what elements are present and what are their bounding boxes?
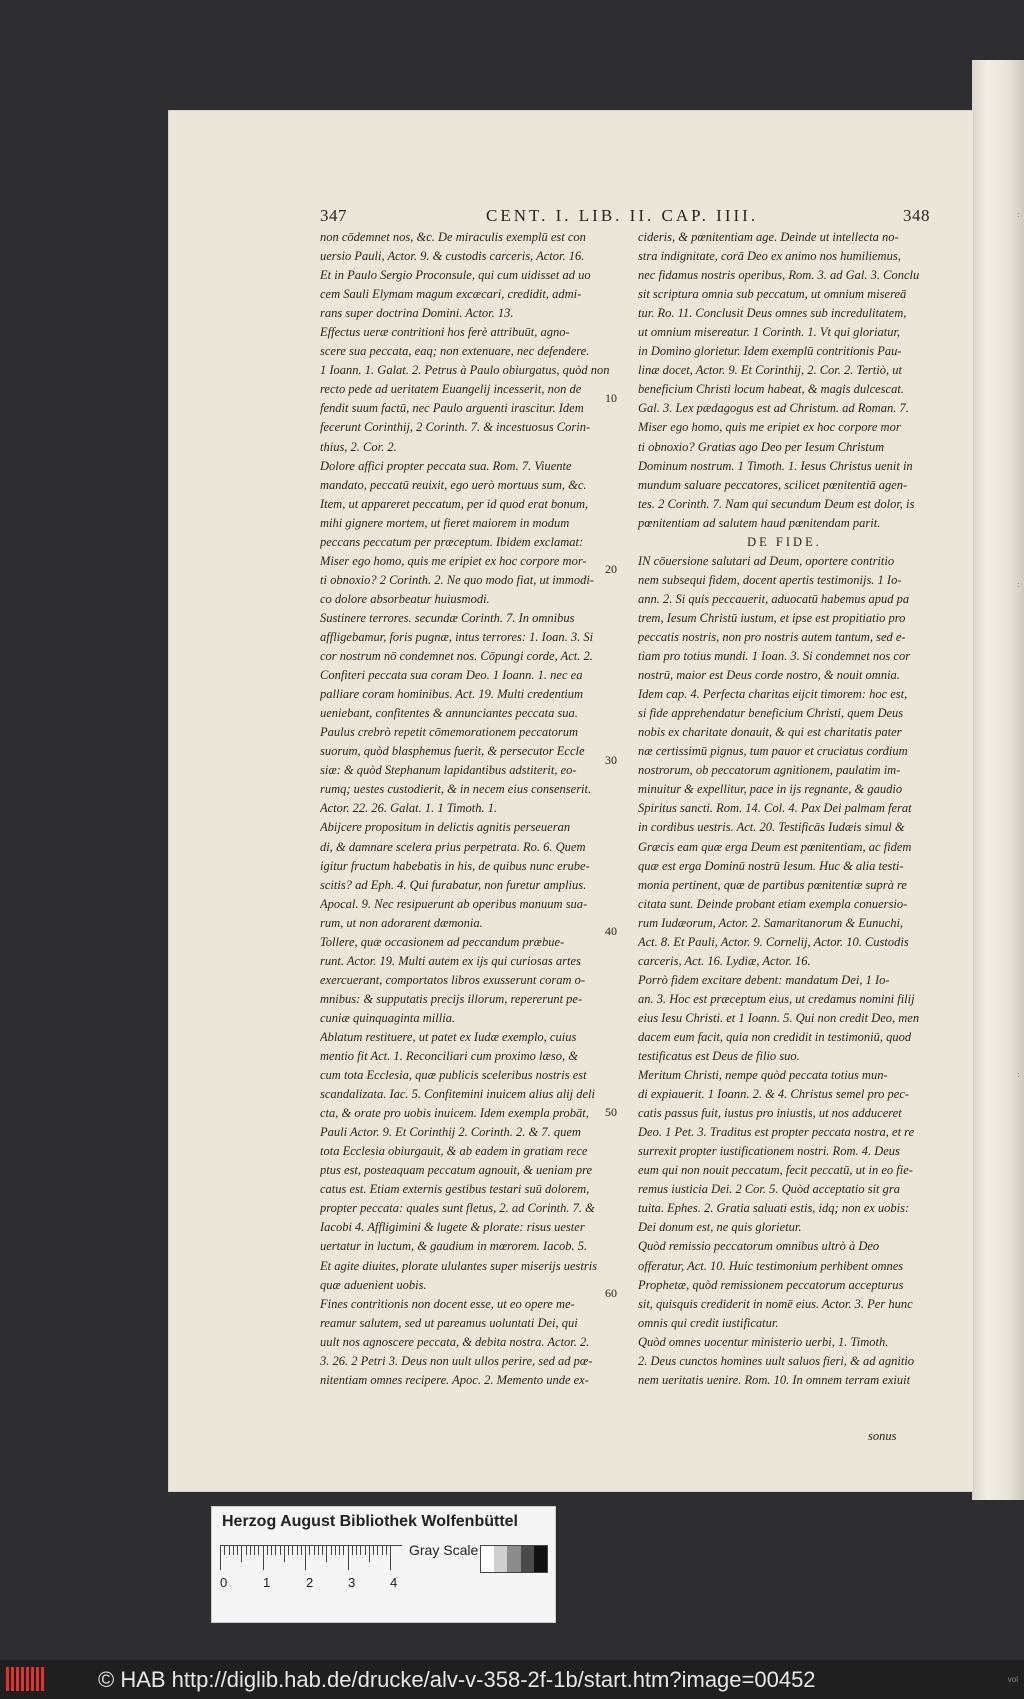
ruler-tick (369, 1546, 370, 1562)
ruler-tick (322, 1546, 323, 1555)
text-line: Idem cap. 4. Perfecta charitas eijcit timorem: hoc est, (638, 687, 908, 702)
ruler-tick (224, 1546, 225, 1555)
text-line: offeratur, Act. 10. Huic testimonium perhibent omnes (638, 1258, 904, 1273)
ruler-tick (335, 1546, 336, 1555)
text-line: monia pertinent, quæ de partibus pœnitentiæ suprà re (638, 877, 907, 892)
text-line: citata sunt. Deinde probant etiam exempla conuersio- (638, 896, 908, 911)
text-line: fecerunt Corinthij, 2 Corinth. 7. & incestuosus Corin- (320, 420, 591, 435)
text-line: uertatur in luctum, & gaudium in mœrorem. Iacob. 5. (320, 1239, 588, 1254)
catchword: sonus (868, 1429, 897, 1443)
line-number: 30 (605, 753, 617, 767)
ruler-tick (390, 1546, 391, 1570)
text-line: co dolore absorbeatur huiusmodi. (320, 591, 490, 606)
ruler-tick (356, 1546, 357, 1555)
text-line: 2. Deus cunctos homines uult saluos fieri, & ad agnitio (638, 1353, 915, 1368)
text-line: carceris, Act. 16. Lydiæ, Actor. 16. (638, 953, 811, 968)
library-name: Herzog August Bibliothek Wolfenbüttel (222, 1513, 518, 1530)
running-head (320, 206, 930, 228)
ruler-tick (267, 1546, 268, 1555)
text-line: rans super doctrina Domini. Actor. 13. (320, 306, 514, 321)
ruler-tick (365, 1546, 366, 1555)
text-line: Spiritus sancti. Rom. 14. Col. 4. Pax Dei palmam ferat (638, 801, 912, 816)
footer-small-mark: vol (1007, 1675, 1018, 1684)
text-line: mentio fit Act. 1. Reconciliari cum proximo læso, & (320, 1049, 578, 1064)
ruler-tick (314, 1546, 315, 1555)
text-line: an. 3. Hoc est præceptum eius, ut credamus nomini filij (638, 991, 915, 1006)
gray-scale-label: Gray Scale (409, 1542, 479, 1558)
ruler-tick (229, 1546, 230, 1555)
text-line: Et agite diuites, plorate ululantes super miserijs uestris (320, 1258, 598, 1273)
text-line: Gal. 3. Lex pædagogus est ad Christum. ad Roman. 7. (638, 401, 909, 416)
edge-tick: : (1017, 210, 1020, 219)
text-line: scandalizata. Iac. 5. Confitemini inuicem alius alij deli (320, 1087, 595, 1102)
ruler-number: 2 (306, 1575, 314, 1590)
ruler-tick (258, 1546, 259, 1555)
text-line: Meritum Christi, nempe quòd peccata totius mun- (638, 1068, 888, 1083)
text-line: cem Sauli Elymam magum excæcari, credidit, admi- (320, 287, 582, 302)
ruler-tick (233, 1546, 234, 1555)
text-line: siæ: & quòd Stephanum lapidantibus adstiterit, eo- (320, 763, 577, 778)
text-line: ann. 2. Si quis peccauerit, aduocatū habemus apud pa (638, 591, 910, 606)
ruler-tick (301, 1546, 302, 1555)
text-line: pœnitentiam ad salutem haud pœnitendam parit. (638, 515, 881, 530)
text-line: Effectus ueræ contritioni hos ferè attribuūt, agno- (320, 325, 570, 340)
text-line: palliare coram hominibus. Act. 19. Multi credentium (320, 687, 584, 702)
text-line: linæ docet, Actor. 9. Et Corinthij, 2. Cor. 2. Tertiò, ut (638, 363, 902, 378)
gray-scale-bar (480, 1545, 548, 1573)
text-line: peccans peccatum per præceptum. Ibidem exclamat: (320, 534, 584, 549)
hab-logo-icon (6, 1667, 46, 1691)
ruler-tick (377, 1546, 378, 1555)
text-line: tota Ecclesia obiurgauit, & ab eadem in gratiam rece (320, 1144, 588, 1159)
text-line: igitur fructum habebatis in his, de quibus nunc erube- (320, 858, 590, 873)
ruler-tick (288, 1546, 289, 1555)
text-line: Deo. 1 Pet. 3. Traditus est propter peccata nostra, et re (638, 1125, 915, 1140)
text-line: nem subsequi fidem, docent apertis testimonijs. 1 Io- (638, 572, 902, 587)
text-line: si fide apprehendatur beneficium Christi, quem Deus (638, 706, 904, 721)
text-line: nitentiam omnes recipere. Apoc. 2. Memento unde ex- (320, 1372, 589, 1387)
text-line: reamur salutem, sed ut pareamus uoluntati Dei, qui (320, 1315, 578, 1330)
text-line: trem, Iesum Christū iustum, et ipse est propitiatio pro (638, 610, 906, 625)
text-line: cor nostrum nō condemnet nos. Cōpungi corde, Act. 2. (320, 649, 593, 664)
text-line: Dolore affici propter peccata sua. Rom. 7. Viuente (320, 458, 572, 473)
text-line: tiam pro totius mundi. 1 Ioan. 3. Si condemnet nos cor (638, 649, 911, 664)
footer-copyright-url[interactable]: © HAB http://diglib.hab.de/drucke/alv-v-358-2f-1b/start.htm?image=00452 (98, 1667, 816, 1692)
text-line: Paulus crebrò repetit cōmemorationem peccatorum (320, 725, 579, 740)
text-line: næ certissimū pignus, tum pauor et cruciatus cordium (638, 744, 908, 759)
edge-tick: : (1017, 1070, 1020, 1079)
text-line: cideris, & pœnitentiam age. Deinde ut intellecta no- (638, 230, 899, 244)
text-line: Fines contritionis non docent esse, ut eo opere me- (320, 1296, 575, 1311)
left-text-column (320, 228, 610, 1390)
ruler-tick (280, 1546, 281, 1555)
ruler-number: 1 (263, 1575, 271, 1590)
text-line: runt. Actor. 19. Multi autem ex ijs qui curiosas artes (320, 953, 581, 968)
text-line: nobis ex charitate donauit, & qui est charitatis pater (638, 725, 902, 740)
text-line: cuniæ quinquaginta millia. (320, 1010, 456, 1025)
text-line: 3. 26. 2 Petri 3. Deus non uult ullos perire, sed ad pœ- (320, 1353, 593, 1368)
line-number: 40 (605, 924, 617, 938)
ruler-number: 3 (348, 1575, 356, 1590)
text-line: exercuerant, comportatos libros exusserunt coram o- (320, 972, 586, 987)
text-line: tur. Ro. 11. Conclusit Deus omnes sub incredulitatem, (638, 306, 907, 321)
ruler-tick (250, 1546, 251, 1555)
ruler-tick (326, 1546, 327, 1562)
text-line: recto pede ad ueritatem Euangelij incesserit, non de (320, 382, 582, 397)
line-number: 10 (605, 391, 617, 405)
text-line: quæ aduenient uobis. (320, 1277, 427, 1292)
line-number: 60 (605, 1286, 617, 1300)
text-line: ti obnoxio? 2 Corinth. 2. Ne quo modo fiat, ut immodi- (320, 572, 594, 587)
text-line: Prophetæ, quòd remissionem peccatorum accepturus (638, 1277, 904, 1292)
text-line: cta, & orate pro uobis inuicem. Idem exempla probāt, (320, 1106, 589, 1121)
ruler-tick (382, 1546, 383, 1555)
text-line: surrexit propter iustificationem nostri. Rom. 4. Deus (638, 1144, 900, 1159)
text-line: affligebamur, foris pugnæ, intus terrores: 1. Ioan. 3. Si (320, 629, 594, 644)
text-line: Porrò fidem excitare debent: mandatum Dei, 1 Io- (638, 972, 890, 987)
text-line: Act. 8. Et Pauli, Actor. 9. Cornelij, Actor. 10. Custodis (638, 934, 909, 949)
ruler-tick (331, 1546, 332, 1555)
gray-swatch (521, 1546, 534, 1572)
section-heading: DE FIDE. (747, 534, 822, 549)
text-line: nem ueritatis uenire. Rom. 10. In omnem terram exiuit (638, 1372, 911, 1387)
ruler-tick (237, 1546, 238, 1555)
text-line: in Domino glorietur. Idem exemplū contritionis Pau- (638, 344, 902, 359)
text-line: Ablatum restituere, ut patet ex Iudæ exemplo, cuius (320, 1029, 577, 1044)
text-line: dacem eum facit, quia non credidit in testimoniū, quod (638, 1029, 912, 1044)
text-line: di, & damnare scelera prius perpetrata. Ro. 6. Quem (320, 839, 586, 854)
scale-card (211, 1506, 556, 1623)
text-line: Et in Paulo Sergio Proconsule, qui cum uidisset ad uo (320, 268, 591, 283)
text-line: Actor. 22. 26. Galat. 1. 1 Timoth. 1. (320, 801, 498, 816)
text-line: scere sua peccata, eaq; non extenuare, nec defendere. (320, 344, 590, 359)
running-title: CENT. I. LIB. II. CAP. IIII. (486, 206, 759, 225)
text-line: mundum saluare peccatores, scilicet pœnitentiā agen- (638, 477, 908, 492)
text-line: ti obnoxio? Gratias ago Deo per Iesum Christum (638, 439, 885, 454)
text-line: Tollere, quæ occasionem ad peccandum præbue- (320, 934, 565, 949)
text-line: ptus est, posteaquam peccatum agnouit, & ueniam pre (320, 1163, 593, 1178)
edge-tick: : (1017, 580, 1020, 589)
text-line: remus iusticia Dei. 2 Cor. 5. Quòd acceptatio sit gra (638, 1182, 901, 1197)
text-line: IN cōuersione salutari ad Deum, oportere contritio (638, 553, 895, 568)
ruler-number: 0 (220, 1575, 228, 1590)
text-line: Quòd omnes uocentur ministerio uerbi, 1. Timoth. (638, 1334, 889, 1349)
ruler-tick (343, 1546, 344, 1555)
gray-swatch (481, 1546, 494, 1572)
text-line: testificatus est Deus de filio suo. (638, 1049, 800, 1064)
book-page (168, 110, 974, 1492)
gray-swatch (494, 1546, 507, 1572)
text-line: Quòd remissio peccatorum omnibus ultrò à Deo (638, 1239, 880, 1254)
text-line: stra indignitate, corā Deo ex animo nos humiliemus, (638, 249, 901, 264)
text-line: Apocal. 9. Nec resipuerunt ab operibus manuum sua- (320, 896, 588, 911)
text-line: cum tota Ecclesia, quæ publicis sceleribus nostris est (320, 1068, 587, 1083)
ruler-tick (246, 1546, 247, 1555)
text-line: sit, quisquis crediderit in nomē eius. Actor. 3. Per hunc (638, 1296, 913, 1311)
text-line: peccatis nostris, non pro nostris autem tantum, sed e- (638, 629, 906, 644)
ruler-number: 4 (390, 1575, 398, 1590)
text-line: di expiauerit. 1 Ioann. 2. & 4. Christus semel pro pec- (638, 1087, 910, 1102)
text-line: mihi gignere mortem, ut fieret maiorem in modum (320, 515, 570, 530)
ruler-tick (348, 1546, 349, 1570)
text-line: eius Iesu Christi. et 1 Ioann. 5. Qui non credit Deo, men (638, 1010, 920, 1025)
text-line: in cordibus uestris. Act. 20. Testificās Iudæis simul & (638, 820, 905, 835)
ruler-tick (373, 1546, 374, 1555)
text-line: tes. 2 Corinth. 7. Nam qui secundum Deum est dolor, is (638, 496, 915, 511)
ruler-tick (241, 1546, 242, 1562)
text-line: catis passus fuit, iustus pro iniustis, ut nos adduceret (638, 1106, 902, 1121)
text-line: Miser ego homo, quis me eripiet ex hoc corpore mor (638, 420, 901, 435)
line-number: 50 (605, 1105, 617, 1119)
text-line: tuita. Ephes. 2. Gratia saluati estis, idq; non ex uobis: (638, 1201, 910, 1216)
text-line: eum qui non nouit peccatum, fecit peccatū, ut in eo fie- (638, 1163, 913, 1178)
text-line: nostrū, maior est Deus corde nostro, & nouit omnia. (638, 668, 900, 683)
text-line: mandato, peccatū reuixit, ego uerò mortuus sum, &c. (320, 477, 587, 492)
ruler-tick (220, 1546, 221, 1570)
text-line: Item, ut appareret peccatum, per id quod erat bonum, (320, 496, 589, 511)
ruler-tick (271, 1546, 272, 1555)
page-number-left: 347 (320, 206, 347, 225)
text-line: ut omnium misereatur. 1 Corinth. 1. Vt qui gloriatur, (638, 325, 901, 340)
text-line: Abijcere propositum in delictis agnitis perseueran (320, 820, 571, 835)
text-line: 1 Ioann. 1. Galat. 2. Petrus à Paulo obiurgatus, quòd non (320, 363, 610, 378)
text-line: nec fidamus nostris operibus, Rom. 3. ad Gal. 3. Conclu (638, 268, 920, 283)
text-line: Græcis eam quæ erga Deum est pœnitentiam, ac fidem (638, 839, 912, 854)
text-line: Sustinere terrores. secundæ Corinth. 7. In omnibus (320, 610, 575, 625)
text-line: non cōdemnet nos, &c. De miraculis exemplū est con (320, 230, 586, 244)
ruler-tick (263, 1546, 264, 1570)
text-line: fendit suum factū, nec Paulo arguenti irascitur. Idem (320, 401, 584, 416)
ruler-tick (275, 1546, 276, 1555)
text-line: rum, ut non adorarent dæmonia. (320, 915, 483, 930)
text-line: Dominum nostrum. 1 Timoth. 1. Iesus Christus uenit in (638, 458, 913, 473)
text-line: quæ est erga Dominū nostrū Iesum. Huc & alia testi- (638, 858, 904, 873)
text-line: catus est. Etiam externis gestibus testari suū dolorem, (320, 1182, 590, 1197)
ruler-tick (309, 1546, 310, 1555)
ruler-tick (292, 1546, 293, 1555)
text-line: beneficium Christi locum habeat, & magis dulcescat. (638, 382, 904, 397)
text-line: Miser ego homo, quis me eripiet ex hoc corpore mor- (320, 553, 587, 568)
footer-bar (0, 1660, 1024, 1699)
text-line: Pauli Actor. 9. Et Corinthij 2. Corinth. 2. & 7. quem (320, 1125, 581, 1140)
ruler-tick (297, 1546, 298, 1555)
text-line: uersio Pauli, Actor. 9. & custodis carceris, Actor. 16. (320, 249, 585, 264)
page-number-right: 348 (903, 206, 930, 225)
text-line: scitis? ad Eph. 4. Qui furabatur, non furetur amplius. (320, 877, 587, 892)
text-line: propter peccata: quales sunt fletus, 2. ad Corinth. 7. & (320, 1201, 595, 1216)
ruler-tick (318, 1546, 319, 1555)
text-line: nostrorum, ob peccatorum agnitionem, paulatim im- (638, 763, 901, 778)
text-line: Confiteri peccata sua coram Deo. 1 Ioann. 1. nec ea (320, 668, 583, 683)
gray-swatch (534, 1546, 547, 1572)
ruler-tick (360, 1546, 361, 1555)
line-number: 20 (605, 562, 617, 576)
text-line: minuitur & expellitur, pace in ijs regnante, & gaudio (638, 782, 903, 797)
text-line: ueniebant, confitentes & annunciantes peccata sua. (320, 706, 578, 721)
text-line: rumq; uestes custodierit, & in necem eius consenserit. (320, 782, 592, 797)
right-text-column (638, 228, 931, 1390)
ruler-scale (220, 1545, 402, 1572)
text-line: mnibus: & supputatis precijs illorum, repererunt pe- (320, 991, 583, 1006)
text-line: Iacobi 4. Affligimini & lugete & plorate: risus uester (320, 1220, 585, 1235)
text-line: suorum, quòd blasphemus fuerit, & persecutor Eccle (320, 744, 585, 759)
text-line: sit scriptura omnia sub peccatum, ut omnium misereā (638, 287, 907, 302)
ruler-tick (254, 1546, 255, 1555)
text-line: thius, 2. Cor. 2. (320, 439, 397, 454)
ruler-tick (352, 1546, 353, 1555)
ruler-tick (284, 1546, 285, 1562)
ruler-tick (339, 1546, 340, 1555)
ruler-tick (386, 1546, 387, 1555)
text-line: omnis qui credit iustificatur. (638, 1315, 779, 1330)
gray-swatch (507, 1546, 520, 1572)
text-line: rum Iudæorum, Actor. 2. Samaritanorum & Eunuchi, (638, 915, 904, 930)
ruler-tick (305, 1546, 306, 1570)
next-page-edge (972, 60, 1024, 1500)
text-line: uult nos agnoscere peccata, & debita nostra. Actor. 2. (320, 1334, 590, 1349)
text-line: Dei donum est, ne quis glorietur. (638, 1220, 802, 1235)
